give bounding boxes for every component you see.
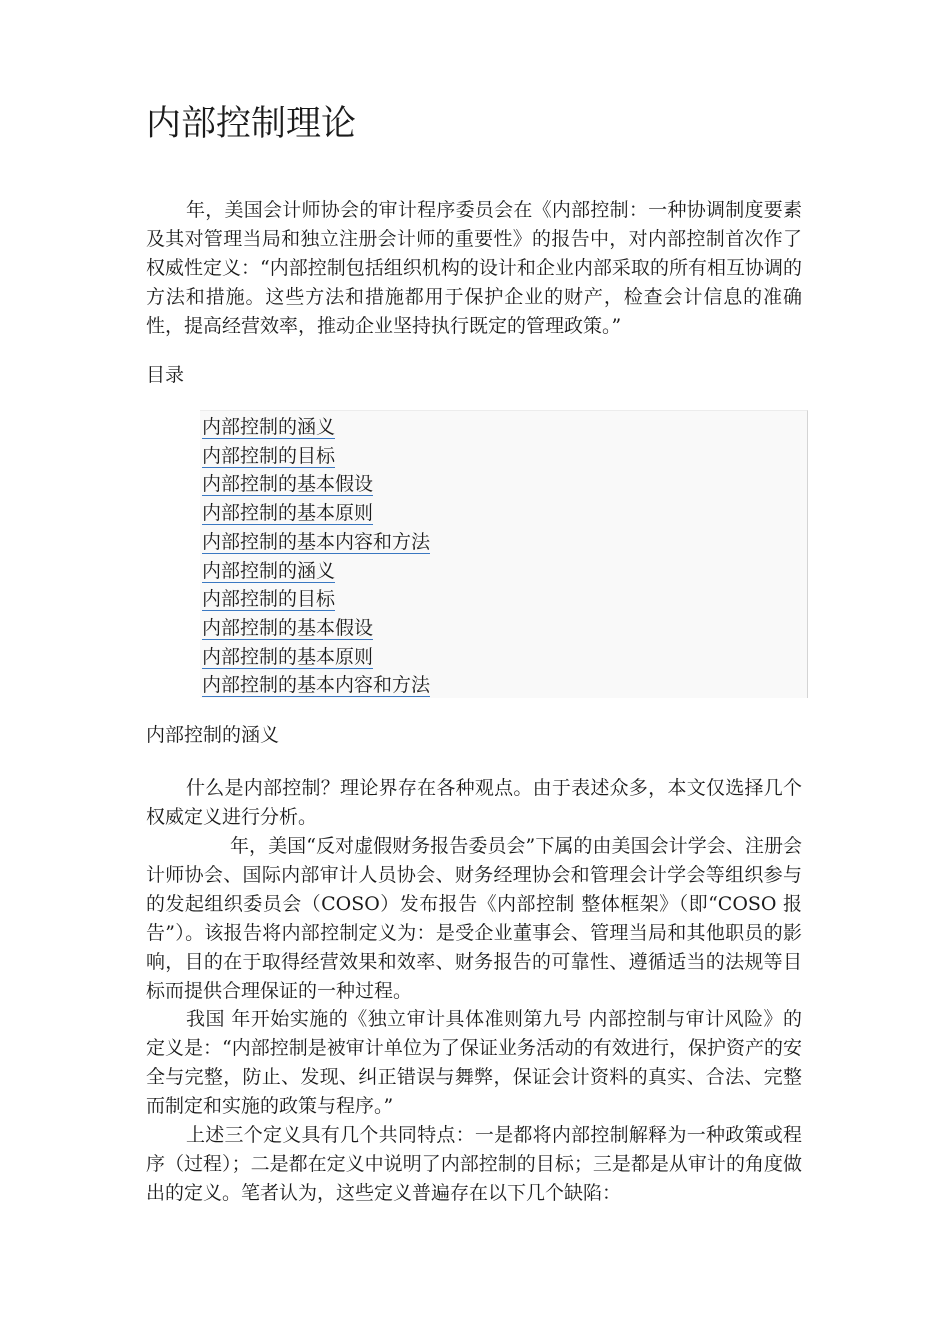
toc-link[interactable] bbox=[202, 499, 807, 528]
toc-link-label: 内部控制的基本原则 bbox=[202, 645, 374, 668]
toc-link-label: 内部控制的目标 bbox=[202, 588, 336, 611]
toc-link-label: 内部控制的目标 bbox=[202, 444, 336, 467]
toc-link-label: 内部控制的基本原则 bbox=[202, 502, 374, 525]
toc-link[interactable] bbox=[202, 643, 807, 672]
toc-link-label: 内部控制的涵义 bbox=[202, 416, 336, 438]
body-paragraph: 年，美国“反对虚假财务报告委员会”下属的由美国会计学会、注册会计师协会、国际内部审计人员协会、财务经理协会和管理会计学会等组织参与的发起组织委员会（COSO）发布报告《内部控制 整体框架》（即“COSO 报告”）。该报告将内部控制定义为：是受企业董事会、管理当局和其他职员的影响，目的在于取得经营效果和效率、财务报告的可靠性、遵循适当的法规等目标而提供合理保证的一种过程。 bbox=[146, 835, 802, 1002]
toc-link[interactable] bbox=[202, 671, 807, 700]
body-paragraph: 我国 年开始实施的《独立审计具体准则第九号 内部控制与审计风险》的定义是：“内部控制是被审计单位为了保证业务活动的有效进行，保护资产的安全与完整，防止、发现、纠正错误与舞弊，保证会计资料的真实、合法、完整而制定和实施的政策与程序。” bbox=[146, 1008, 802, 1117]
table-of-contents bbox=[200, 410, 808, 698]
body-paragraph: 上述三个定义具有几个共同特点：一是都将内部控制解释为一种政策或程序（过程）；二是都在定义中说明了内部控制的目标；三是都是从审计的角度做出的定义。笔者认为，这些定义普遍存在以下几个缺陷： bbox=[146, 1124, 802, 1204]
toc-link-label: 内部控制的基本内容和方法 bbox=[202, 530, 431, 553]
toc-link[interactable] bbox=[202, 413, 807, 442]
toc-link[interactable] bbox=[202, 557, 807, 586]
toc-link-label: 内部控制的基本内容和方法 bbox=[202, 674, 431, 697]
toc-link[interactable] bbox=[202, 470, 807, 499]
intro-paragraph: 年，美国会计师协会的审计程序委员会在《内部控制：一种协调制度要素及其对管理当局和独立注册会计师的重要性》的报告中，对内部控制首次作了权威性定义：“内部控制包括组织机构的设计和企业内部采取的所有相互协调的方法和措施。这些方法和措施都用于保护企业的财产，检查会计信息的准确性，提高经营效率，推动企业坚持执行既定的管理政策。” bbox=[146, 199, 802, 337]
toc-link[interactable] bbox=[202, 585, 807, 614]
section-heading: 内部控制的涵义 bbox=[146, 724, 280, 746]
toc-link-label: 内部控制的涵义 bbox=[202, 559, 336, 582]
toc-link[interactable] bbox=[202, 614, 807, 643]
toc-heading: 目录 bbox=[146, 364, 185, 386]
toc-link[interactable] bbox=[202, 442, 807, 471]
toc-link-label: 内部控制的基本假设 bbox=[202, 473, 374, 496]
page-title: 内部控制理论 bbox=[146, 104, 357, 144]
body-paragraph: 什么是内部控制？理论界存在各种观点。由于表述众多，本文仅选择几个权威定义进行分析。 bbox=[146, 777, 802, 828]
toc-link-label: 内部控制的基本假设 bbox=[202, 616, 374, 639]
toc-link[interactable] bbox=[202, 528, 807, 557]
